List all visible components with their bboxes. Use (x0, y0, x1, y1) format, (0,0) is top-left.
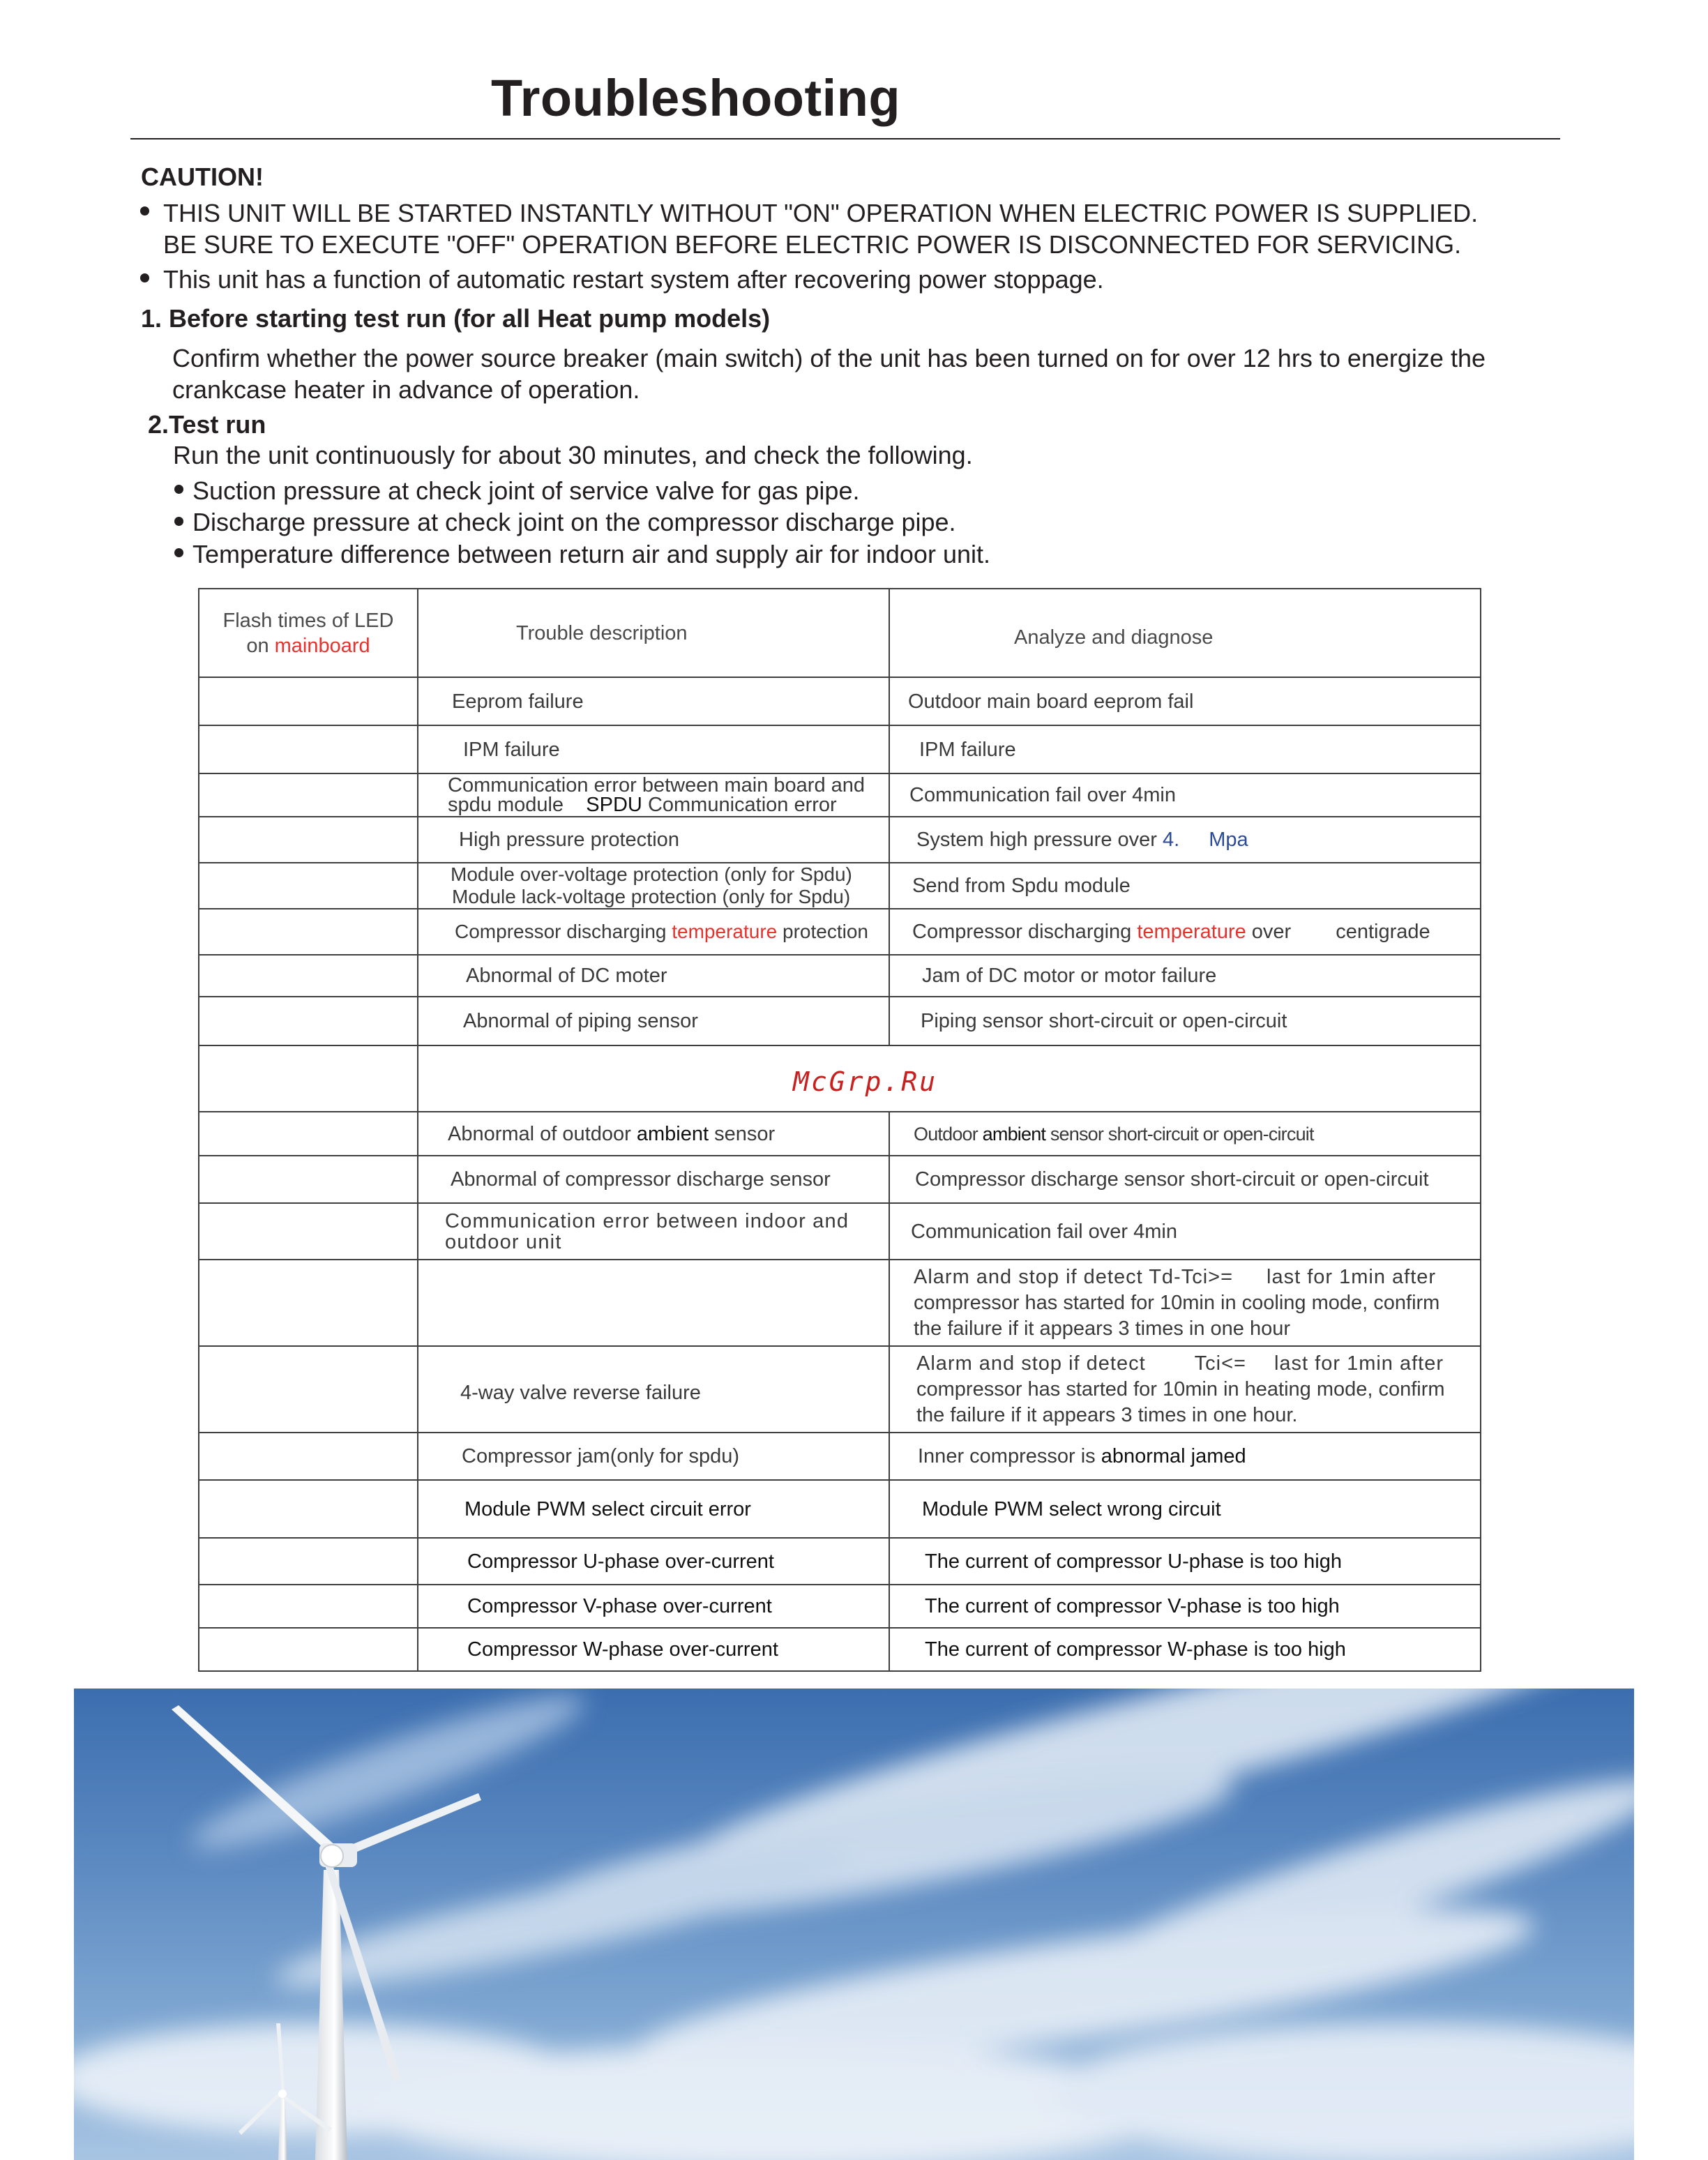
table-row (199, 1112, 1481, 1156)
trouble-desc: Compressor U-phase over-current (418, 1538, 889, 1585)
led-cell (199, 1156, 418, 1203)
sky-illustration (74, 1689, 1634, 2160)
trouble-desc: 4-way valve reverse failure (418, 1346, 889, 1433)
table-row (199, 817, 1481, 863)
check-item-1: Suction pressure at check joint of service valve for gas pipe. (192, 476, 860, 505)
trouble-desc: IPM failure (418, 725, 889, 773)
bullet-icon (174, 485, 183, 494)
diagnosis: Compressor discharging temperature over centigrade (889, 909, 1481, 955)
diagnosis: The current of compressor V-phase is too high (889, 1585, 1481, 1628)
table-row (199, 1260, 1481, 1346)
table-row (199, 725, 1481, 773)
check-item-2: Discharge pressure at check joint on the compressor discharge pipe. (192, 508, 956, 536)
caution-line-2: BE SURE TO EXECUTE "OFF" OPERATION BEFORE ELECTRIC POWER IS DISCONNECTED FOR SERVICING. (163, 230, 1462, 259)
trouble-desc: Compressor discharging temperature protection (418, 909, 889, 955)
section1-line-1: Confirm whether the power source breaker (main switch) of the unit has been turned on for over 12 hrs to energize the (172, 344, 1486, 372)
caution-line-1: THIS UNIT WILL BE STARTED INSTANTLY WITHOUT "ON" OPERATION WHEN ELECTRIC POWER IS SUPPLIED. (163, 199, 1479, 227)
led-cell (199, 1585, 418, 1628)
table-row (199, 1628, 1481, 1671)
header-led-flash: Flash times of LED on mainboard (199, 589, 418, 677)
led-cell (199, 1260, 418, 1346)
table-row (199, 909, 1481, 955)
wind-turbine-photo (74, 1689, 1634, 2160)
led-cell (199, 1346, 418, 1433)
diagnosis: The current of compressor W-phase is too high (889, 1628, 1481, 1671)
diagnosis: Send from Spdu module (889, 863, 1481, 909)
trouble-desc: Module over-voltage protection (only for Spdu) Module lack-voltage protection (only for Spdu) (418, 863, 889, 909)
led-cell (199, 909, 418, 955)
trouble-desc: Eeprom failure (418, 677, 889, 725)
diagnosis: IPM failure (889, 725, 1481, 773)
led-cell (199, 817, 418, 863)
bullet-icon (140, 273, 149, 282)
led-cell (199, 1480, 418, 1538)
table-row (199, 1538, 1481, 1585)
table-row (199, 1203, 1481, 1260)
table-row (199, 1156, 1481, 1203)
led-cell (199, 863, 418, 909)
caution-label: CAUTION! (141, 163, 264, 191)
diagnosis: Communication fail over 4min (889, 773, 1481, 817)
table-row (199, 677, 1481, 725)
bullet-icon (174, 517, 183, 526)
diagnosis: Outdoor main board eeprom fail (889, 677, 1481, 725)
check-item-3: Temperature difference between return air and supply air for indoor unit. (192, 540, 990, 568)
led-cell (199, 1203, 418, 1260)
page-title: Troubleshooting (491, 69, 901, 127)
diagnosis: Outdoor ambient sensor short-circuit or open-circuit (889, 1112, 1481, 1156)
watermark-text: McGrp.Ru (793, 1066, 938, 1097)
led-cell (199, 997, 418, 1045)
section2-heading: 2.Test run (148, 410, 266, 439)
trouble-desc: Abnormal of compressor discharge sensor (418, 1156, 889, 1203)
trouble-desc (418, 1260, 889, 1346)
table-row (199, 1045, 1481, 1112)
table-header-row (199, 589, 1481, 677)
section1-heading: 1. Before starting test run (for all Heat pump models) (141, 304, 771, 333)
table-row (199, 1433, 1481, 1480)
led-cell (199, 1112, 418, 1156)
diagnosis: Module PWM select wrong circuit (889, 1480, 1481, 1538)
diagnosis: Alarm and stop if detect Td-Tci>= last for 1min after compressor has started for 10min in cooling mode, confirm the failure if it appears 3 times in one hour (889, 1260, 1481, 1346)
led-cell (199, 1628, 418, 1671)
bullet-icon (174, 548, 183, 557)
table-row (199, 997, 1481, 1045)
led-cell (199, 1045, 418, 1112)
trouble-desc: Module PWM select circuit error (418, 1480, 889, 1538)
caution-line-3: This unit has a function of automatic restart system after recovering power stoppage. (163, 265, 1104, 294)
led-cell (199, 677, 418, 725)
trouble-desc: High pressure protection (418, 817, 889, 863)
led-cell (199, 773, 418, 817)
trouble-desc: Compressor V-phase over-current (418, 1585, 889, 1628)
mainboard-highlight: mainboard (274, 634, 370, 657)
title-divider (130, 138, 1560, 139)
trouble-desc: Communication error between main board and spdu module SPDU Communication error (418, 773, 889, 817)
table-row (199, 773, 1481, 817)
diagnosis: Alarm and stop if detect Tci<= last for 1min after compressor has started for 10min in heating mode, confirm the failure if it appears 3 times in one hour. (889, 1346, 1481, 1433)
cloud-streaks (74, 1689, 1634, 2160)
table-row (199, 863, 1481, 909)
table-row (199, 1346, 1481, 1433)
header-analyze-diagnose: Analyze and diagnose (889, 589, 1481, 677)
table-row (199, 1480, 1481, 1538)
watermark-cell (418, 1045, 1481, 1112)
led-cell (199, 725, 418, 773)
trouble-desc: Compressor W-phase over-current (418, 1628, 889, 1671)
diagnosis: System high pressure over 4. Mpa (889, 817, 1481, 863)
diagnosis: Communication fail over 4min (889, 1203, 1481, 1260)
diagnosis: Compressor discharge sensor short-circuit or open-circuit (889, 1156, 1481, 1203)
diagnosis: Jam of DC motor or motor failure (889, 955, 1481, 997)
led-cell (199, 1538, 418, 1585)
bullet-icon (140, 206, 149, 216)
section2-intro: Run the unit continuously for about 30 minutes, and check the following. (173, 441, 973, 469)
diagnosis: The current of compressor U-phase is too high (889, 1538, 1481, 1585)
troubleshooting-table (198, 588, 1481, 1672)
diagnosis: Inner compressor is abnormal jamed (889, 1433, 1481, 1480)
section1-line-2: crankcase heater in advance of operation. (172, 375, 640, 404)
trouble-desc: Compressor jam(only for spdu) (418, 1433, 889, 1480)
table-row (199, 955, 1481, 997)
trouble-desc: Abnormal of DC moter (418, 955, 889, 997)
led-cell (199, 955, 418, 997)
diagnosis: Piping sensor short-circuit or open-circuit (889, 997, 1481, 1045)
trouble-desc: Abnormal of piping sensor (418, 997, 889, 1045)
trouble-desc: Communication error between indoor and outdoor unit (418, 1203, 889, 1260)
led-cell (199, 1433, 418, 1480)
table-row (199, 1585, 1481, 1628)
trouble-desc: Abnormal of outdoor ambient sensor (418, 1112, 889, 1156)
header-trouble-description: Trouble description (418, 589, 889, 677)
